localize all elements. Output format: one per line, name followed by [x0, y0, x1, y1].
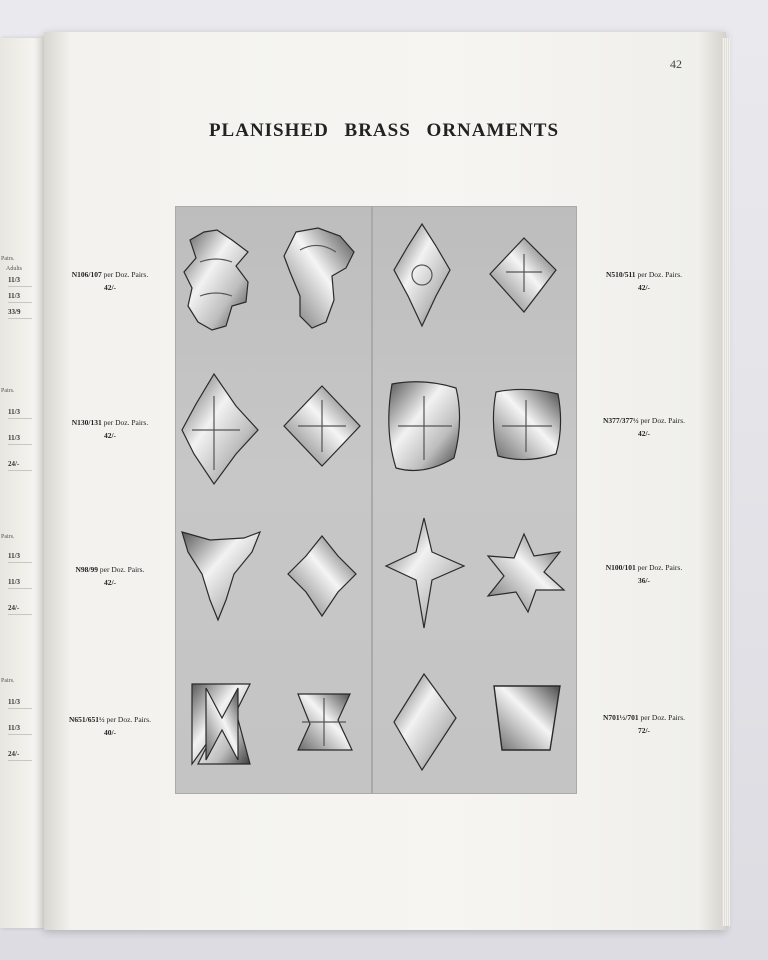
- caption-n510: N510/511 per Doz. Pairs. 42/-: [605, 270, 683, 292]
- ornament-n99: [288, 536, 356, 616]
- left-header: Pairs.: [1, 388, 15, 394]
- caption-n100: N100/101 per Doz. Pairs. 36/-: [605, 563, 683, 585]
- ornament-n651-half: [298, 694, 352, 750]
- caption-n130: N130/131 per Doz. Pairs. 42/-: [71, 418, 149, 440]
- left-price: 11/3: [8, 276, 32, 287]
- left-header: Pairs.: [1, 534, 15, 540]
- left-price: 33/9: [8, 308, 32, 319]
- caption-n106: N106/107 per Doz. Pairs. 42/-: [71, 270, 149, 292]
- ornament-n701: [494, 686, 560, 750]
- ornament-n377: [389, 382, 460, 471]
- ornament-n100: [386, 518, 464, 628]
- left-header: Pairs.: [1, 678, 15, 684]
- left-header: Pairs.: [1, 256, 15, 262]
- page-title: PLANISHED BRASS ORNAMENTS: [208, 120, 560, 141]
- left-price: 11/3: [8, 552, 32, 563]
- left-price: 11/3: [8, 698, 32, 709]
- left-price: 11/3: [8, 434, 32, 445]
- ornament-n130: [182, 374, 258, 484]
- ornament-n106: [184, 230, 248, 330]
- left-price: 11/3: [8, 408, 32, 419]
- ornament-n511: [490, 238, 556, 312]
- left-header: Adults: [6, 266, 23, 272]
- left-price: 24/-: [8, 750, 32, 761]
- caption-n701: N701½/701 per Doz. Pairs. 72/-: [602, 713, 686, 735]
- caption-n377: N377/377½ per Doz. Pairs. 42/-: [602, 416, 686, 438]
- left-price: 24/-: [8, 460, 32, 471]
- caption-n651: N651/651½ per Doz. Pairs. 40/-: [68, 715, 152, 737]
- ornament-n651: [192, 684, 250, 764]
- caption-n98: N98/99 per Doz. Pairs. 42/-: [75, 565, 145, 587]
- ornament-n98: [182, 532, 260, 620]
- ornament-n107: [284, 228, 354, 328]
- ornament-n510: [394, 224, 450, 326]
- left-price: 24/-: [8, 604, 32, 615]
- page-number: 42: [670, 57, 682, 71]
- left-price: 11/3: [8, 292, 32, 303]
- ornament-n131: [284, 386, 360, 466]
- ornament-n101: [488, 534, 564, 612]
- ornament-n377-half: [493, 389, 560, 459]
- left-price: 11/3: [8, 578, 32, 589]
- left-price: 11/3: [8, 724, 32, 735]
- ornament-n701-half: [394, 674, 456, 770]
